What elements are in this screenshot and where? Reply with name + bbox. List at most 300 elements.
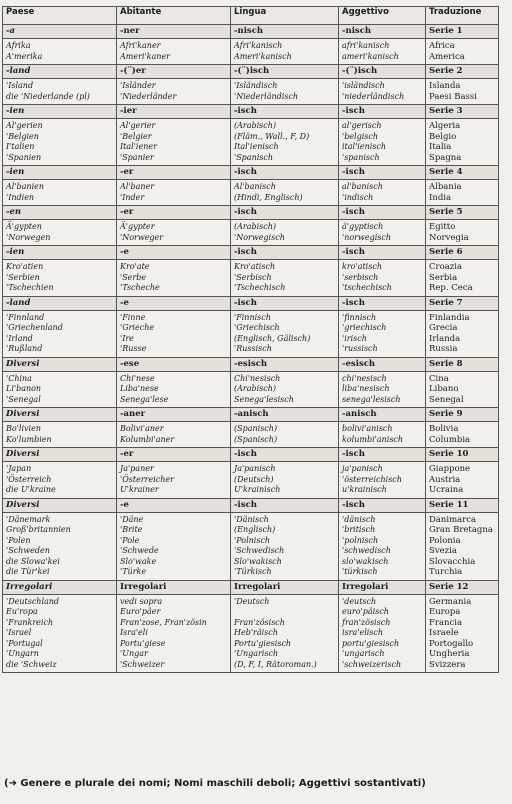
entry-paese: A'merika xyxy=(6,51,43,61)
entry-paese: 'Griechenland xyxy=(6,323,63,332)
entry-abitante: 'Norweger xyxy=(120,232,164,242)
suffix-paese: -en xyxy=(3,206,117,220)
suffix-lingua: -isch xyxy=(231,498,339,512)
entry-aggettivo: portu'giesisch xyxy=(342,638,400,648)
entry-aggettivo: 'serbisch xyxy=(342,272,379,282)
suffix-lingua: -esisch xyxy=(231,357,339,371)
group-data-row xyxy=(3,119,499,166)
cell-abitante xyxy=(117,594,231,673)
entry-traduzione: Albania xyxy=(429,182,462,192)
suffix-paese: -a xyxy=(3,25,117,39)
table-header-row xyxy=(3,7,499,25)
cell-aggettivo xyxy=(339,512,426,580)
entry-paese: 'Indien xyxy=(6,192,35,202)
entry-paese: 'Finnland xyxy=(6,312,45,322)
entry-paese: 'China xyxy=(6,373,32,383)
serie-label: Serie 9 xyxy=(426,408,499,422)
suffix-lingua: -isch xyxy=(231,206,339,220)
entry-abitante: 'Russe xyxy=(120,344,147,353)
entry-traduzione: Serbia xyxy=(429,272,458,283)
serie-label: Serie 12 xyxy=(426,580,499,594)
group-data-row xyxy=(3,422,499,448)
group-header-row xyxy=(3,65,499,79)
entry-traduzione: Francia xyxy=(429,617,463,628)
entry-paese: 'Irland xyxy=(6,333,33,343)
entry-abitante: 'Ire xyxy=(120,333,134,343)
entry-traduzione: Ucraina xyxy=(429,485,464,495)
group-header-row xyxy=(3,296,499,310)
entry-lingua: Afri'kanisch xyxy=(234,41,283,50)
entry-abitante: Senega'lese xyxy=(120,394,169,404)
cell-aggettivo xyxy=(339,220,426,246)
group-header-row xyxy=(3,206,499,220)
entry-lingua: (Englisch, Gälisch) xyxy=(234,333,311,343)
entry-aggettivo: afri'kanisch xyxy=(342,41,390,50)
column-header-aggettivo: Aggettivo xyxy=(339,7,426,25)
serie-label: Serie 7 xyxy=(426,296,499,310)
group-data-row xyxy=(3,220,499,246)
group-data-row xyxy=(3,79,499,105)
entry-traduzione: Finlandia xyxy=(429,312,470,323)
cell-lingua xyxy=(231,119,339,166)
entry-traduzione: Gran Bretagna xyxy=(429,525,493,535)
entry-aggettivo: u'krainisch xyxy=(342,485,387,494)
entry-abitante: 'Belgier xyxy=(120,131,152,141)
suffix-paese: -land xyxy=(3,65,117,79)
cell-traduzione xyxy=(426,422,499,448)
cell-aggettivo xyxy=(339,422,426,448)
cell-aggettivo xyxy=(339,462,426,499)
entry-abitante: 'Isländer xyxy=(120,81,156,90)
entry-paese: Kro'atien xyxy=(6,262,44,271)
suffix-lingua: -isch xyxy=(231,105,339,119)
entry-abitante: 'Schwede xyxy=(120,546,159,555)
entry-aggettivo: 'türkisch xyxy=(342,567,378,576)
suffix-lingua: -isch xyxy=(231,246,339,260)
cell-aggettivo xyxy=(339,119,426,166)
suffix-paese: -land xyxy=(3,296,117,310)
entry-traduzione: Paesi Bassi xyxy=(429,91,477,102)
entry-abitante: 'Inder xyxy=(120,192,145,202)
cell-lingua xyxy=(231,512,339,580)
column-header-paese: Paese xyxy=(3,7,117,25)
entry-lingua: 'Isländisch xyxy=(234,81,278,90)
suffix-aggettivo: -nisch xyxy=(339,25,426,39)
entry-lingua: (D, F, I, Rätoroman.) xyxy=(234,659,317,669)
entry-paese: die 'Niederlande (pl) xyxy=(6,91,90,101)
entry-lingua: 'Serbisch xyxy=(234,272,272,282)
entry-abitante: 'Ungar xyxy=(120,649,148,658)
cell-lingua xyxy=(231,462,339,499)
entry-paese: Groß'britannien xyxy=(6,525,71,534)
entry-lingua: 'Schwedisch xyxy=(234,546,285,555)
suffix-abitante: -ese xyxy=(117,357,231,371)
entry-paese: 'Frankreich xyxy=(6,617,54,627)
entry-traduzione: Russia xyxy=(429,344,458,354)
entry-abitante: 'Däne xyxy=(120,514,144,524)
cell-lingua xyxy=(231,371,339,408)
entry-paese: 'Rußland xyxy=(6,344,43,353)
entry-abitante: Kolumbi'aner xyxy=(120,434,175,444)
entry-traduzione: Grecia xyxy=(429,323,458,333)
serie-label: Serie 8 xyxy=(426,357,499,371)
entry-traduzione: Islanda xyxy=(429,81,461,91)
entry-aggettivo: senega'lesisch xyxy=(342,394,401,404)
entry-paese: 'Tschechien xyxy=(6,283,54,292)
entry-aggettivo: 'deutsch xyxy=(342,596,377,606)
entry-traduzione: Svizzera xyxy=(429,659,466,670)
entry-abitante: 'Schweizer xyxy=(120,659,165,669)
entry-abitante: vedi sopra xyxy=(120,596,163,606)
entry-lingua: Al'banisch xyxy=(234,182,276,191)
entry-aggettivo: 'indisch xyxy=(342,192,374,202)
entry-traduzione: India xyxy=(429,192,452,203)
entry-abitante: 'Grieche xyxy=(120,323,155,332)
group-header-row xyxy=(3,498,499,512)
entry-aggettivo: chi'nesisch xyxy=(342,373,387,383)
entry-lingua: 'Finnisch xyxy=(234,312,271,322)
entry-paese: Ä'gypten xyxy=(6,222,42,231)
serie-label: Serie 5 xyxy=(426,206,499,220)
entry-paese: 'Ungarn xyxy=(6,649,39,658)
nationality-table xyxy=(2,6,499,673)
suffix-aggettivo: -isch xyxy=(339,105,426,119)
cell-aggettivo xyxy=(339,371,426,408)
entry-lingua: (Spanisch) xyxy=(234,424,278,433)
entry-aggettivo: ja'panisch xyxy=(342,464,383,473)
group-data-row xyxy=(3,310,499,357)
entry-paese: 'Portugal xyxy=(6,638,43,648)
entry-paese: Li'banon xyxy=(6,384,42,393)
suffix-paese: -ien xyxy=(3,246,117,260)
entry-aggettivo: 'schweizerisch xyxy=(342,659,402,669)
entry-abitante: 'Brite xyxy=(120,525,143,534)
suffix-aggettivo: -isch xyxy=(339,448,426,462)
cell-abitante xyxy=(117,310,231,357)
suffix-paese: Diversi xyxy=(3,408,117,422)
entry-lingua: 'Dänisch xyxy=(234,514,269,524)
suffix-abitante: -(¨)er xyxy=(117,65,231,79)
cell-paese xyxy=(3,310,117,357)
entry-traduzione: Austria xyxy=(429,474,461,485)
serie-label: Serie 1 xyxy=(426,25,499,39)
entry-traduzione: Polonia xyxy=(429,535,461,546)
entry-abitante: Liba'nese xyxy=(120,384,159,393)
entry-lingua: Chi'nesisch xyxy=(234,373,281,383)
cell-aggettivo xyxy=(339,79,426,105)
entry-aggettivo: 'griechisch xyxy=(342,323,387,332)
entry-lingua: 'Ungarisch xyxy=(234,649,279,658)
suffix-aggettivo: -isch xyxy=(339,246,426,260)
entry-traduzione: Israele xyxy=(429,628,459,638)
cell-paese xyxy=(3,594,117,673)
entry-abitante: Slo'wake xyxy=(120,556,157,566)
entry-traduzione: Slovacchia xyxy=(429,556,476,567)
entry-traduzione: Spagna xyxy=(429,152,462,163)
entry-traduzione: Giappone xyxy=(429,464,471,474)
entry-lingua: 'Spanisch xyxy=(234,152,274,162)
entry-lingua: (Englisch) xyxy=(234,525,276,534)
suffix-lingua: -anisch xyxy=(231,408,339,422)
entry-abitante: Isra'eli xyxy=(120,628,148,637)
column-header-abitante: Abitante xyxy=(117,7,231,25)
entry-lingua: 'Türkisch xyxy=(234,567,272,576)
serie-label: Serie 3 xyxy=(426,105,499,119)
entry-abitante: Euro'päer xyxy=(120,607,161,616)
entry-traduzione: Africa xyxy=(429,41,455,51)
group-header-row xyxy=(3,25,499,39)
entry-abitante: 'Spanier xyxy=(120,152,154,162)
entry-paese: die Slowa'kei xyxy=(6,556,60,566)
entry-paese: die U'kraine xyxy=(6,485,56,494)
entry-abitante: U'krainer xyxy=(120,485,159,494)
suffix-paese: Diversi xyxy=(3,448,117,462)
entry-traduzione: Danimarca xyxy=(429,514,477,525)
entry-aggettivo: 'britisch xyxy=(342,525,376,534)
cell-lingua xyxy=(231,180,339,206)
suffix-abitante: -e xyxy=(117,498,231,512)
cell-lingua xyxy=(231,594,339,673)
entry-aggettivo: kro'atisch xyxy=(342,262,382,271)
entry-abitante: 'Türke xyxy=(120,567,147,576)
cell-paese xyxy=(3,180,117,206)
group-data-row xyxy=(3,260,499,297)
group-data-row xyxy=(3,462,499,499)
group-header-row xyxy=(3,408,499,422)
entry-aggettivo: ital'ienisch xyxy=(342,142,387,151)
suffix-abitante: -e xyxy=(117,246,231,260)
entry-lingua: 'Deutsch xyxy=(234,596,270,606)
cell-abitante xyxy=(117,462,231,499)
cell-paese xyxy=(3,462,117,499)
entry-lingua: 'Norwegisch xyxy=(234,232,285,242)
serie-label: Serie 4 xyxy=(426,166,499,180)
entry-aggettivo: al'gerisch xyxy=(342,121,382,130)
entry-traduzione: Italia xyxy=(429,142,452,152)
cell-traduzione xyxy=(426,512,499,580)
entry-paese: 'Polen xyxy=(6,535,31,545)
entry-traduzione: Cina xyxy=(429,373,449,384)
suffix-aggettivo: -isch xyxy=(339,166,426,180)
entry-lingua: (Arabisch) xyxy=(234,222,277,231)
cell-lingua xyxy=(231,422,339,448)
entry-abitante: Ä'gypter xyxy=(120,222,155,231)
serie-label: Serie 11 xyxy=(426,498,499,512)
entry-paese: die 'Schweiz xyxy=(6,659,57,669)
group-header-row xyxy=(3,448,499,462)
cell-traduzione xyxy=(426,310,499,357)
serie-label: Serie 10 xyxy=(426,448,499,462)
suffix-lingua: -isch xyxy=(231,296,339,310)
suffix-abitante: -er xyxy=(117,166,231,180)
cell-abitante xyxy=(117,119,231,166)
entry-aggettivo: 'schwedisch xyxy=(342,546,391,555)
suffix-lingua: -isch xyxy=(231,448,339,462)
suffix-lingua: Irregolari xyxy=(231,580,339,594)
suffix-lingua: -isch xyxy=(231,166,339,180)
cell-lingua xyxy=(231,220,339,246)
column-header-lingua: Lingua xyxy=(231,7,339,25)
entry-aggettivo: 'polnisch xyxy=(342,535,379,545)
group-header-row xyxy=(3,166,499,180)
serie-label: Serie 6 xyxy=(426,246,499,260)
entry-paese: 'Senegal xyxy=(6,394,41,404)
suffix-lingua: -nisch xyxy=(231,25,339,39)
entry-traduzione: Norvegia xyxy=(429,232,469,243)
cell-paese xyxy=(3,371,117,408)
entry-traduzione: Columbia xyxy=(429,434,471,445)
cell-abitante xyxy=(117,39,231,65)
entry-paese: 'Israel xyxy=(6,628,32,637)
entry-lingua: Senega'lesisch xyxy=(234,394,294,404)
cell-abitante xyxy=(117,260,231,297)
entry-traduzione: Ungheria xyxy=(429,649,470,659)
suffix-abitante: -er xyxy=(117,448,231,462)
group-header-row xyxy=(3,105,499,119)
group-header-row xyxy=(3,246,499,260)
cell-traduzione xyxy=(426,39,499,65)
cell-paese xyxy=(3,119,117,166)
entry-paese: Bo'livien xyxy=(6,424,41,433)
entry-aggettivo: 'belgisch xyxy=(342,131,379,141)
suffix-paese: Diversi xyxy=(3,498,117,512)
entry-paese: Afrika xyxy=(6,41,31,50)
cell-traduzione xyxy=(426,180,499,206)
cell-traduzione xyxy=(426,594,499,673)
entry-traduzione: Bolivia xyxy=(429,424,459,434)
suffix-aggettivo: -esisch xyxy=(339,357,426,371)
entry-aggettivo: ameri'kanisch xyxy=(342,51,399,61)
group-data-row xyxy=(3,512,499,580)
cell-traduzione xyxy=(426,220,499,246)
cell-paese xyxy=(3,79,117,105)
entry-paese: 'Dänemark xyxy=(6,514,51,524)
entry-paese: 'Island xyxy=(6,81,34,90)
entry-traduzione: Rep. Ceca xyxy=(429,283,473,293)
serie-label: Serie 2 xyxy=(426,65,499,79)
entry-paese: 'Schweden xyxy=(6,546,50,555)
entry-traduzione: Belgio xyxy=(429,131,457,142)
entry-paese: Al'banien xyxy=(6,182,45,191)
cell-traduzione xyxy=(426,79,499,105)
entry-lingua: (Deutsch) xyxy=(234,474,274,484)
entry-paese: Eu'ropa xyxy=(6,607,38,616)
suffix-aggettivo: -(¨)isch xyxy=(339,65,426,79)
cell-abitante xyxy=(117,220,231,246)
group-header-row xyxy=(3,580,499,594)
entry-traduzione: Svezia xyxy=(429,546,457,556)
entry-traduzione: America xyxy=(429,51,465,62)
entry-traduzione: Croazia xyxy=(429,262,463,272)
entry-traduzione: Libano xyxy=(429,384,459,394)
entry-aggettivo: 'dänisch xyxy=(342,514,376,524)
entry-paese: 'Norwegen xyxy=(6,232,51,242)
cell-lingua xyxy=(231,260,339,297)
cell-abitante xyxy=(117,180,231,206)
entry-lingua: (Arabisch) xyxy=(234,121,277,130)
cell-paese xyxy=(3,39,117,65)
entry-lingua: 'Russisch xyxy=(234,344,272,353)
entry-traduzione: Europa xyxy=(429,607,461,617)
suffix-paese: Diversi xyxy=(3,357,117,371)
entry-abitante: Al'baner xyxy=(120,182,155,191)
entry-paese: 'Deutschland xyxy=(6,596,60,606)
entry-lingua: Ameri'kanisch xyxy=(234,51,292,61)
entry-abitante: Ital'iener xyxy=(120,142,157,151)
entry-abitante: Kro'ate xyxy=(120,262,150,271)
entry-abitante: Ameri'kaner xyxy=(120,51,171,61)
entry-paese: die Tür'kei xyxy=(6,567,50,576)
cell-aggettivo xyxy=(339,310,426,357)
entry-paese: 'Spanien xyxy=(6,152,42,162)
suffix-paese: Irregolari xyxy=(3,580,117,594)
suffix-abitante: -e xyxy=(117,296,231,310)
suffix-aggettivo: -isch xyxy=(339,498,426,512)
entry-aggettivo: 'tschechisch xyxy=(342,283,392,292)
entry-lingua xyxy=(234,607,335,618)
entry-aggettivo: al'banisch xyxy=(342,182,383,191)
entry-lingua: U'krainisch xyxy=(234,485,281,494)
table-body xyxy=(3,25,499,673)
group-header-row xyxy=(3,357,499,371)
entry-aggettivo: isra'elisch xyxy=(342,628,384,637)
cell-aggettivo xyxy=(339,594,426,673)
cell-abitante xyxy=(117,422,231,448)
entry-lingua: Kro'atisch xyxy=(234,262,276,271)
suffix-aggettivo: -isch xyxy=(339,206,426,220)
cell-aggettivo xyxy=(339,39,426,65)
entry-abitante: 'Finne xyxy=(120,312,146,322)
suffix-aggettivo: -isch xyxy=(339,296,426,310)
suffix-paese: -ien xyxy=(3,166,117,180)
entry-abitante: 'Niederländer xyxy=(120,91,177,101)
entry-paese: 'Japan xyxy=(6,464,32,473)
entry-abitante: Fran'zose, Fran'zösin xyxy=(120,617,207,627)
entry-lingua: Slo'wakisch xyxy=(234,556,282,566)
suffix-aggettivo: Irregolari xyxy=(339,580,426,594)
entry-aggettivo: kolumbi'anisch xyxy=(342,434,404,444)
entry-lingua: 'Tschechisch xyxy=(234,283,286,292)
entry-aggettivo: 'finnisch xyxy=(342,312,377,322)
entry-lingua: 'Niederländisch xyxy=(234,91,299,101)
suffix-abitante: -ier xyxy=(117,105,231,119)
cell-lingua xyxy=(231,310,339,357)
entry-lingua: Ja'panisch xyxy=(234,464,276,473)
entry-aggettivo: ä'gyptisch xyxy=(342,222,384,231)
entry-lingua: (Spanisch) xyxy=(234,434,278,444)
entry-lingua: 'Griechisch xyxy=(234,323,280,332)
cell-paese xyxy=(3,422,117,448)
entry-abitante: 'Serbe xyxy=(120,272,147,282)
entry-abitante: 'Tscheche xyxy=(120,283,160,292)
entry-lingua: (Fläm., Wall., F, D) xyxy=(234,131,310,141)
group-data-row xyxy=(3,594,499,673)
entry-abitante: Chi'nese xyxy=(120,373,155,383)
suffix-abitante: -ner xyxy=(117,25,231,39)
entry-paese: I'talien xyxy=(6,142,35,151)
cell-aggettivo xyxy=(339,260,426,297)
group-data-row xyxy=(3,180,499,206)
entry-lingua: Heb'räisch xyxy=(234,628,278,637)
entry-aggettivo: liba'nesisch xyxy=(342,384,390,393)
entry-traduzione: Portogallo xyxy=(429,638,474,649)
entry-lingua: Portu'giesisch xyxy=(234,638,292,648)
entry-abitante: 'Österreicher xyxy=(120,474,174,484)
suffix-abitante: Irregolari xyxy=(117,580,231,594)
cell-aggettivo xyxy=(339,180,426,206)
entry-aggettivo: bolivi'anisch xyxy=(342,424,393,433)
entry-traduzione: Egitto xyxy=(429,222,456,232)
